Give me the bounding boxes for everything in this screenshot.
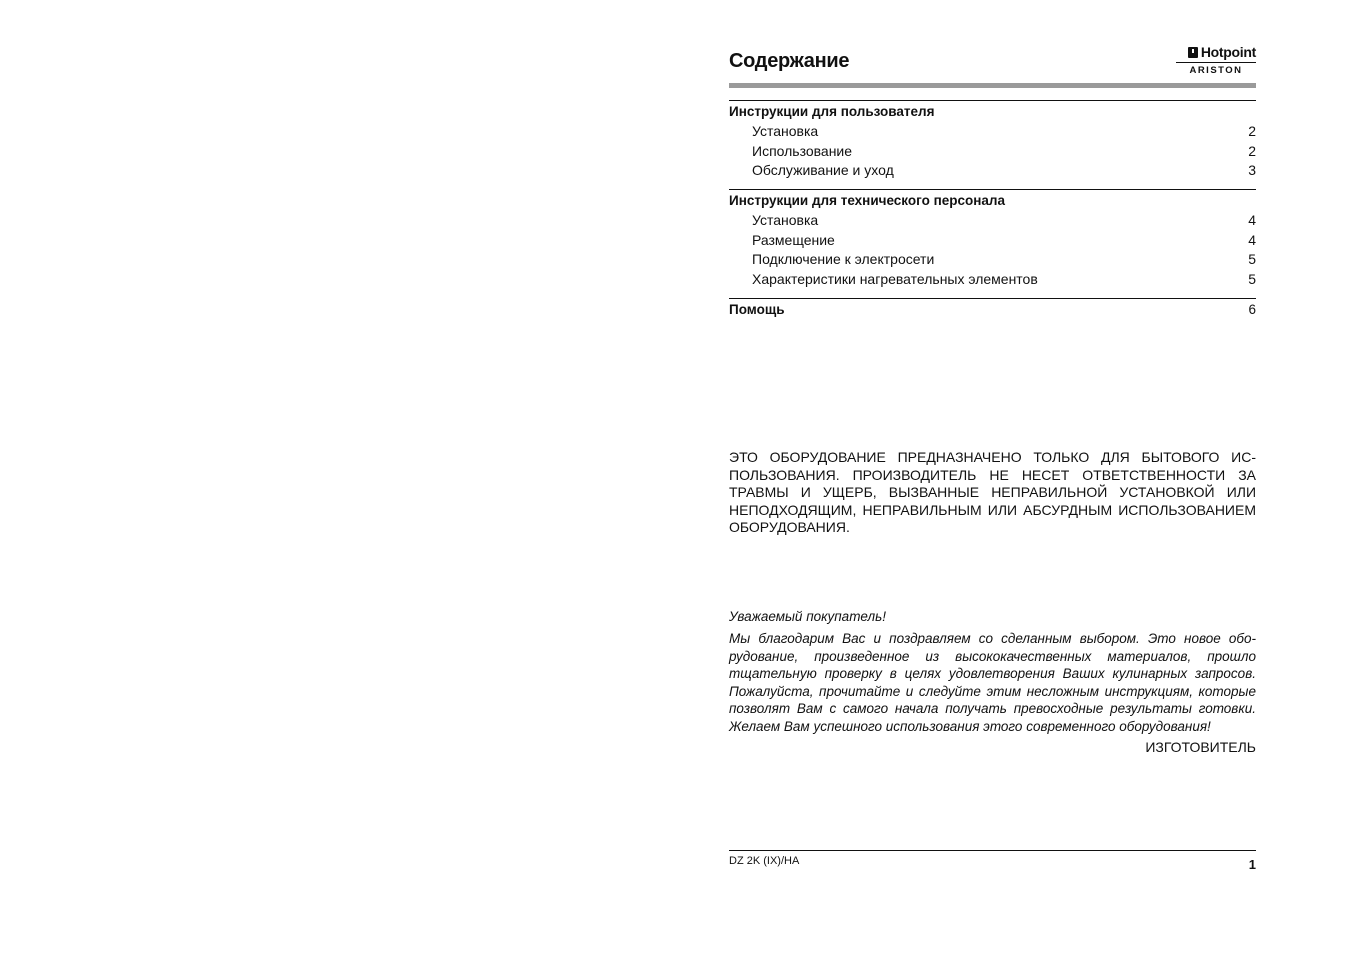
- toc-entry-label: Характеристики нагревательных элементов: [752, 271, 1038, 287]
- letter-greeting: Уважаемый покупатель!: [729, 609, 886, 624]
- toc-entry-page: 2: [1248, 143, 1256, 159]
- letter-body: Мы благодарим Вас и поздравляем со сделанным выбором. Это новое обо-рудование, произведенное из высококачественных материалов, прошло тщательную проверку в целях удовлетворения Ваших кулинарных запросов. Пожалуйста, прочитайте и следуйте этим несложным инструкциям, которые позволят Вам с самого начала получать превосходные результаты готовки. Желаем Вам успешного использования этого современного оборудования!: [729, 631, 1256, 734]
- toc-entry: [752, 162, 1256, 178]
- page-title: Содержание: [729, 50, 850, 72]
- safety-warning: ЭТО ОБОРУДОВАНИЕ ПРЕДНАЗНАЧЕНО ТОЛЬКО ДЛЯ БЫТОВОГО ИС-ПОЛЬЗОВАНИЯ. ПРОИЗВОДИТЕЛЬ НЕ НЕСЕТ ОТВЕТСТВЕННОСТИ ЗА ТРАВМЫ И УЩЕРБ, ВЫЗВАННЫЕ НЕПРАВИЛЬНОЙ УСТАНОВКОЙ ИЛИ НЕПОДХОДЯЩИМ, НЕПРАВИЛЬНЫМ ИЛИ АБСУРДНЫМ ИСПОЛЬЗОВАНИЕМ ОБОРУДОВАНИЯ.: [729, 449, 1256, 535]
- header-divider: [729, 83, 1256, 88]
- letter-signoff: ИЗГОТОВИТЕЛЬ: [1145, 739, 1256, 755]
- toc-heading-help: Помощь: [729, 302, 785, 317]
- toc-entry-page: 4: [1248, 212, 1256, 228]
- footer-divider: [729, 850, 1256, 851]
- logo-hotpoint-text: Hotpoint: [1200, 44, 1256, 60]
- toc-entry-page: 5: [1248, 251, 1256, 267]
- toc-entry-page: 2: [1248, 123, 1256, 139]
- brand-logo: [1176, 44, 1256, 76]
- section-divider: [729, 100, 1256, 101]
- toc-heading-technical: Инструкции для технического персонала: [729, 193, 1005, 208]
- toc-entry-page: 5: [1248, 271, 1256, 287]
- toc-entry-page: 3: [1248, 162, 1256, 178]
- section-divider: [729, 189, 1256, 190]
- toc-entry-page: 4: [1248, 232, 1256, 248]
- toc-entry-label: Размещение: [752, 232, 835, 248]
- toc-entry-page: 6: [1248, 302, 1256, 317]
- toc-entry: [752, 143, 1256, 159]
- toc-entry-label: Установка: [752, 123, 819, 139]
- toc-entry-label: Обслуживание и уход: [752, 162, 894, 178]
- section-divider: [729, 298, 1256, 299]
- toc-heading-help-row: [729, 302, 1256, 317]
- toc-entry: [752, 123, 1256, 139]
- page-number: 1: [1248, 857, 1256, 872]
- toc-entry-label: Использование: [752, 143, 853, 159]
- logo-ariston-text: ARISTON: [1189, 65, 1243, 76]
- model-number: DZ 2K (IX)/HA: [729, 855, 800, 867]
- toc-entry: [752, 212, 1256, 228]
- toc-entry: [752, 271, 1256, 287]
- toc-entry: [752, 232, 1256, 248]
- toc-entry: [752, 251, 1256, 267]
- toc-heading-user: Инструкции для пользователя: [729, 104, 935, 119]
- hotpoint-mark-icon: [1188, 47, 1198, 58]
- toc-entry-label: Установка: [752, 212, 819, 228]
- toc-entry-label: Подключение к электросети: [752, 251, 935, 267]
